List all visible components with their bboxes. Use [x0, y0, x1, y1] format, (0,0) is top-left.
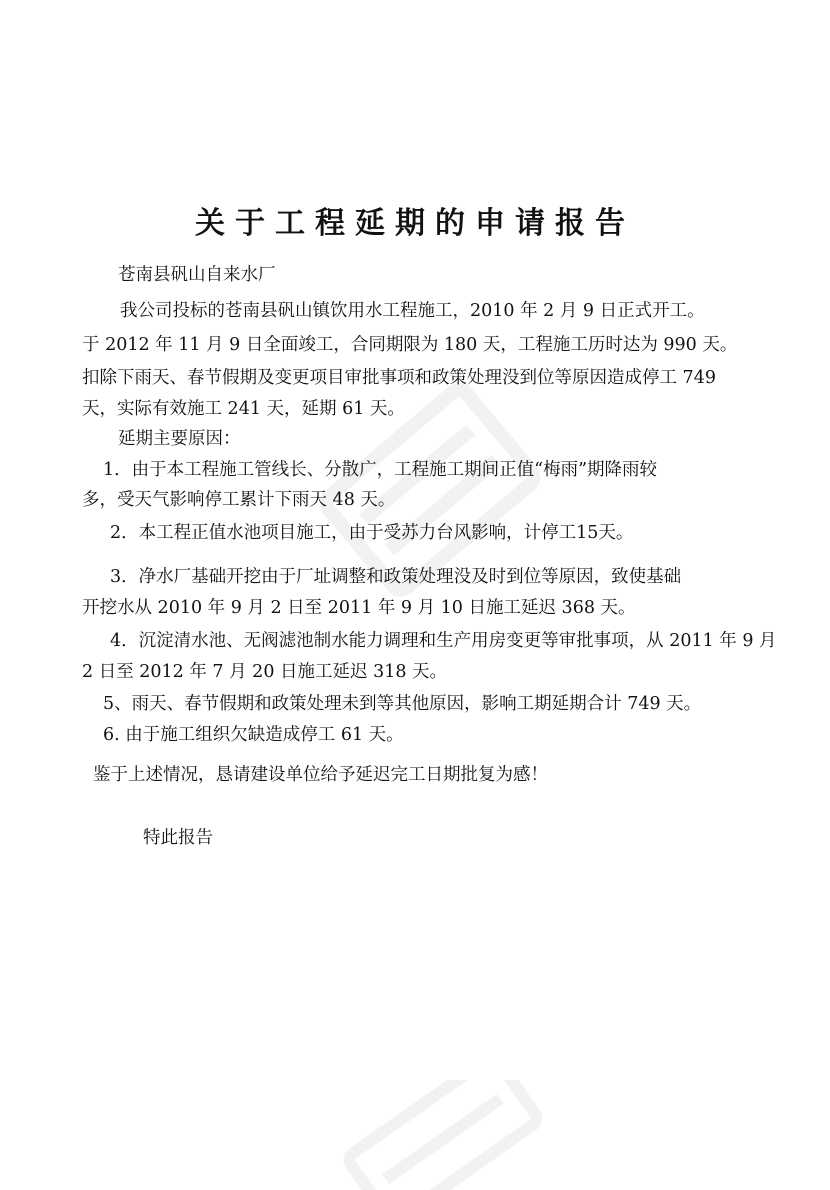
reason-2: 2．本工程正值水池项目施工，由于受苏力台风影响，计停工15天。: [110, 523, 634, 543]
paragraph-1-line-3: 扣除下雨天、春节假期及变更项目审批事项和政策处理没到位等原因造成停工 749: [82, 368, 716, 388]
reason-6: 6. 由于施工组织欠缺造成停工 61 天。: [103, 725, 404, 745]
document-title: 关于工程延期的申请报告: [195, 206, 635, 241]
reason-1-line-2: 多，受天气影响停工累计下雨天 48 天。: [82, 490, 396, 510]
reason-4-line-2: 2 日至 2012 年 7 月 20 日施工延迟 318 天。: [82, 662, 448, 682]
closing-request: 鉴于上述情况，恳请建设单位给予延迟完工日期批复为感！: [93, 765, 548, 785]
paragraph-1-line-4: 天，实际有效施工 241 天，延期 61 天。: [82, 399, 405, 419]
reason-1-line-1: 1．由于本工程施工管线长、分散广，工程施工期间正值“梅雨”期降雨较: [103, 460, 658, 480]
signoff: 特此报告: [143, 828, 213, 848]
reason-3-line-1: 3．净水厂基础开挖由于厂址调整和政策处理没及时到位等原因，致使基础: [110, 567, 682, 587]
paragraph-1-line-1: 我公司投标的苍南县矾山镇饮用水工程施工，2010 年 2 月 9 日正式开工。: [120, 301, 705, 321]
addressee: 苍南县矾山自来水厂: [118, 265, 276, 285]
reason-3-line-2: 开挖水从 2010 年 9 月 2 日至 2011 年 9 月 10 日施工延迟 368 天。: [82, 598, 636, 618]
reasons-heading: 延期主要原因：: [118, 429, 241, 449]
paragraph-1-line-2: 于 2012 年 11 月 9 日全面竣工，合同期限为 180 天，工程施工历时达为 990 天。: [82, 335, 738, 355]
reason-5: 5、雨天、春节假期和政策处理未到等其他原因，影响工期延期合计 749 天。: [103, 694, 702, 714]
reason-4-line-1: 4．沉淀清水池、无阀滤池制水能力调理和生产用房变更等审批事项，从 2011 年 9 月: [110, 631, 777, 651]
